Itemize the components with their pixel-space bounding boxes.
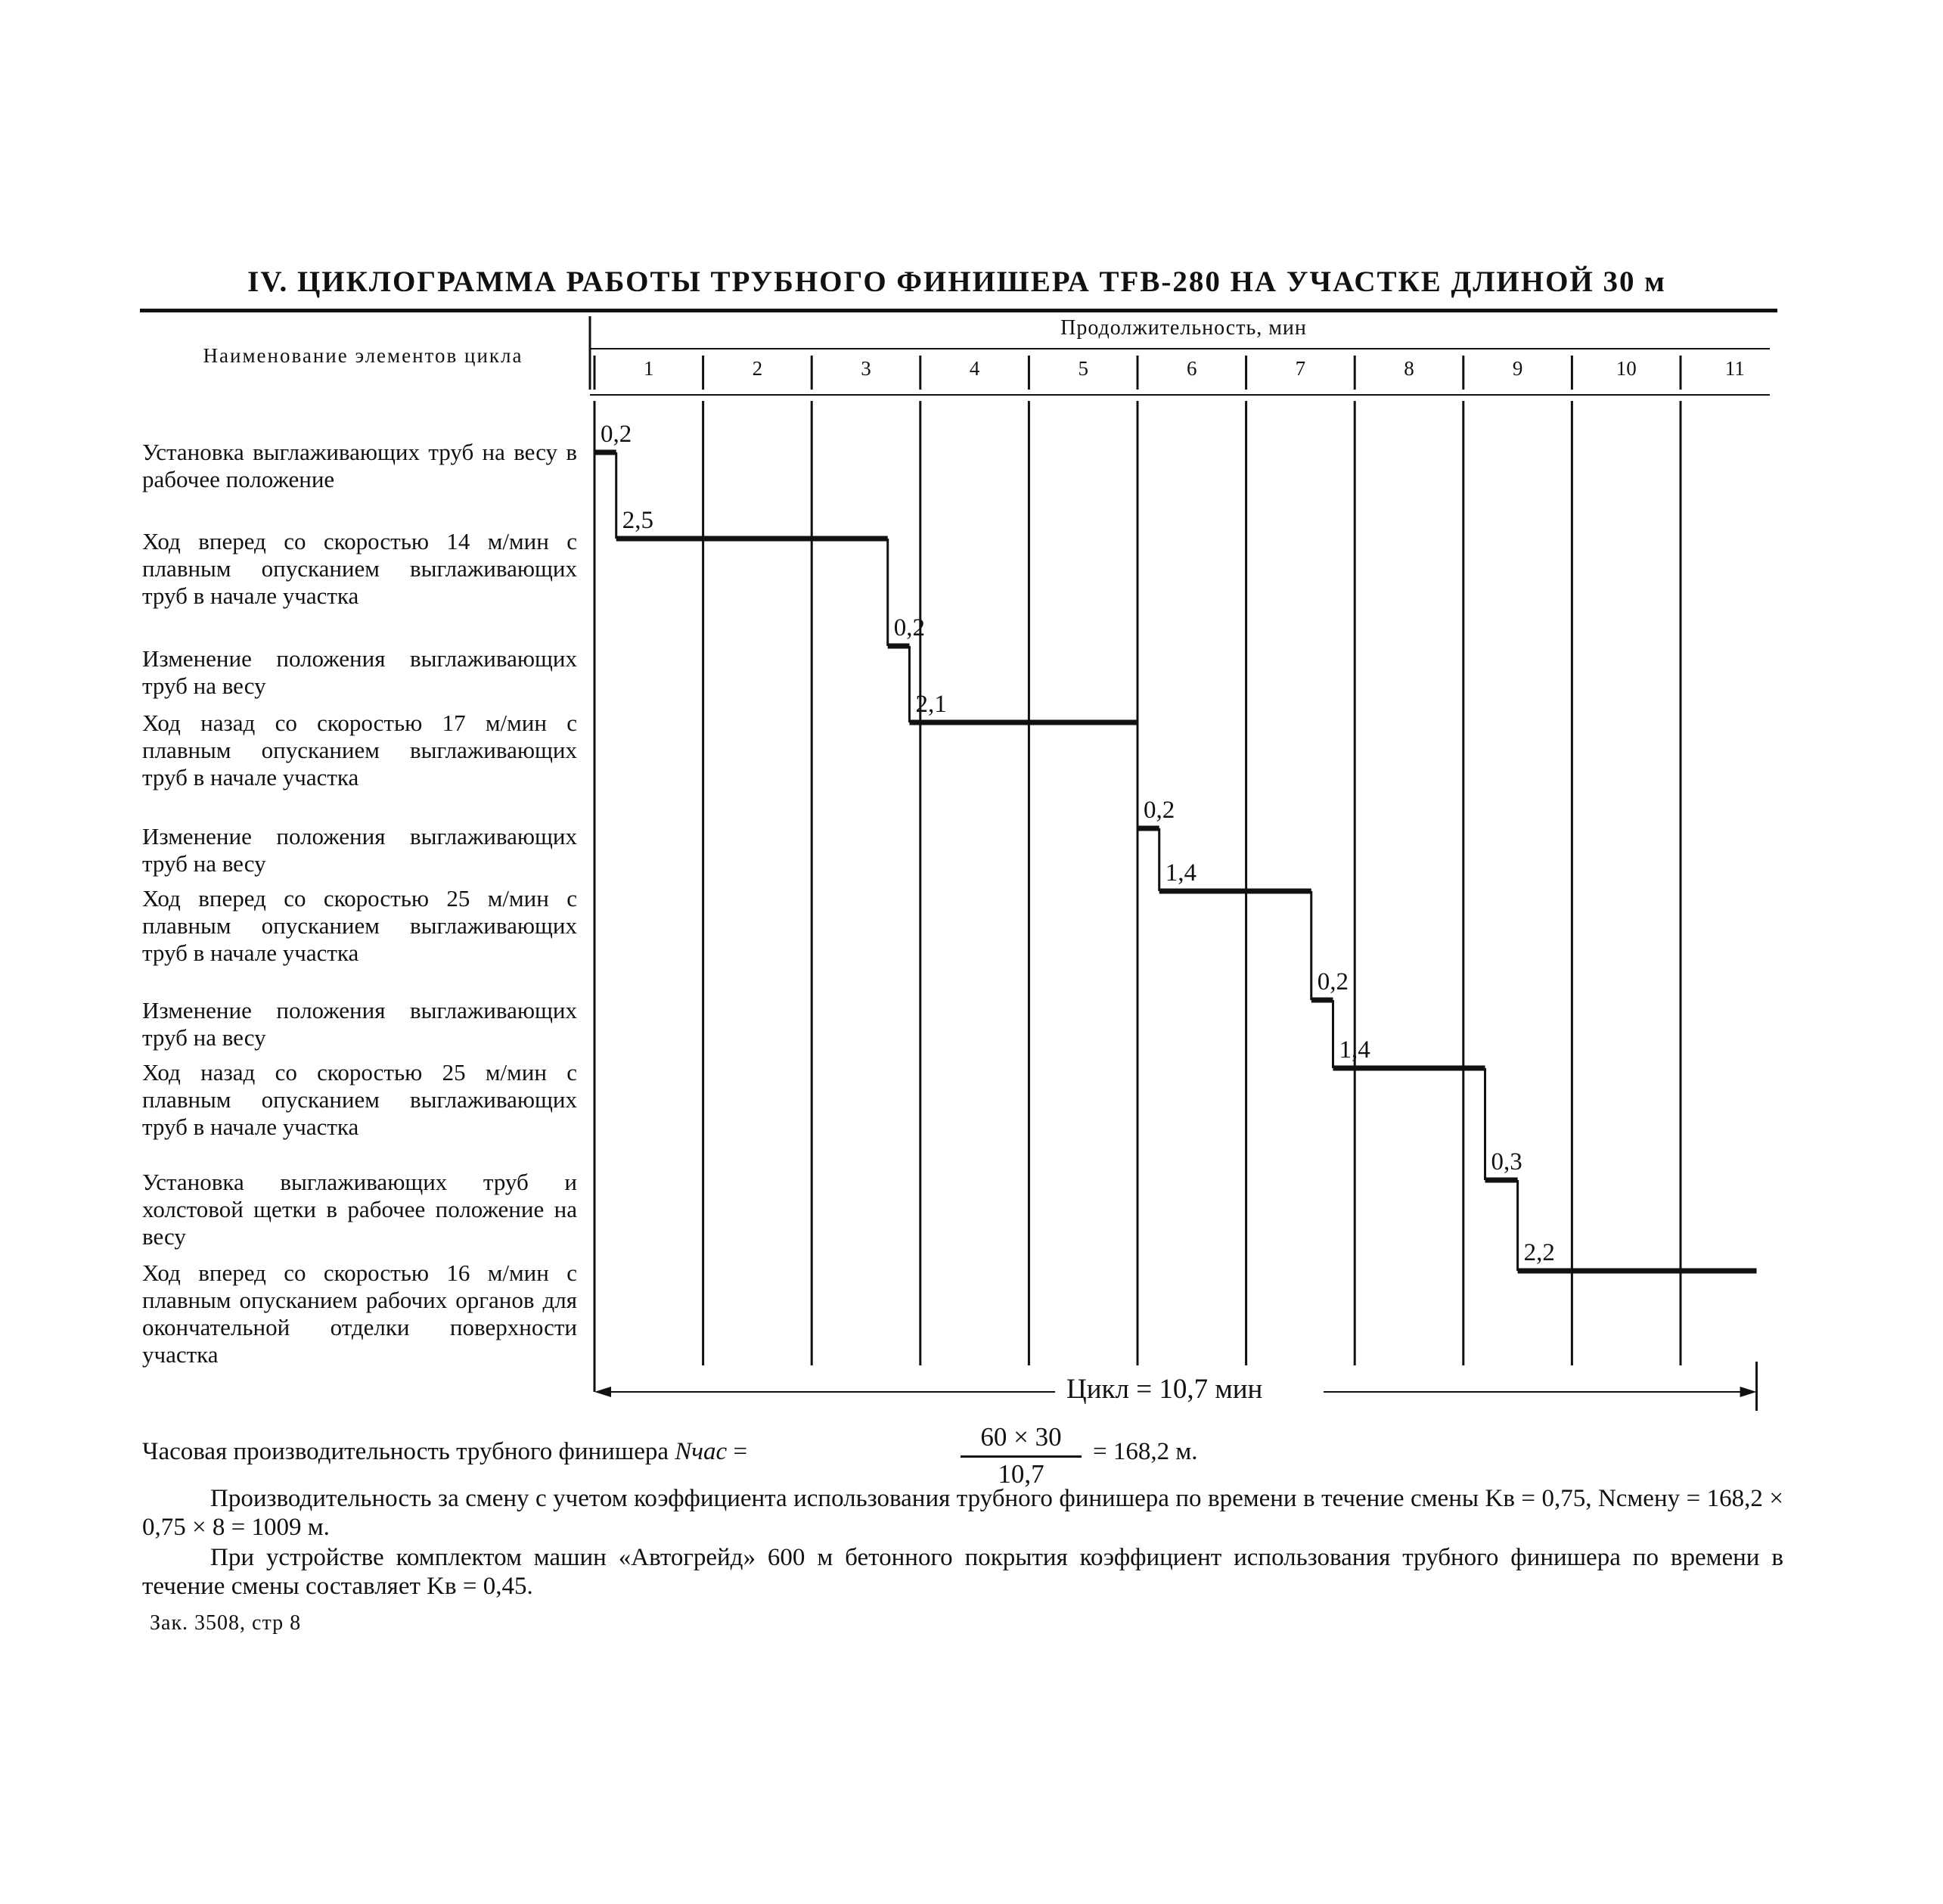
hourly-prefix: Часовая производительность трубного финишера bbox=[142, 1438, 669, 1465]
footer-order-number: Зак. 3508, стр 8 bbox=[150, 1611, 302, 1635]
cycle-element-10: Ход вперед со скоростью 16 м/мин с плавным опусканием рабочих органов для окончательной отделки поверхности участка bbox=[142, 1259, 577, 1368]
bar-label-8: 1,4 bbox=[1339, 1036, 1370, 1064]
minute-label-11: 11 bbox=[1724, 357, 1745, 380]
minute-label-10: 10 bbox=[1616, 357, 1637, 380]
hourly-result: = 168,2 м. bbox=[1093, 1438, 1198, 1465]
cycle-element-9: Установка выглаживающих труб и холстовой щетки в рабочее положение на весу bbox=[142, 1169, 577, 1250]
cycle-element-6: Ход вперед со скоростью 25 м/мин с плавным опусканием выглаживающих труб в начале участка bbox=[142, 885, 577, 966]
cycle-element-3: Изменение положения выглаживающих труб на весу bbox=[142, 645, 577, 699]
cycle-label: Цикл = 10,7 мин bbox=[1066, 1374, 1263, 1405]
minute-label-8: 8 bbox=[1404, 357, 1414, 380]
minute-label-7: 7 bbox=[1295, 357, 1306, 380]
minute-label-9: 9 bbox=[1512, 357, 1523, 380]
fraction-denominator: 10,7 bbox=[998, 1459, 1044, 1489]
bar-label-3: 0,2 bbox=[893, 614, 925, 641]
minute-label-5: 5 bbox=[1078, 357, 1088, 380]
bar-label-9: 0,3 bbox=[1491, 1148, 1522, 1176]
hourly-productivity-text: Часовая производительность трубного финишера Nчас = bbox=[142, 1438, 748, 1465]
bar-label-1: 0,2 bbox=[601, 421, 632, 448]
cycle-element-7: Изменение положения выглаживающих труб на весу bbox=[142, 997, 577, 1051]
cycle-arrowhead-left bbox=[594, 1387, 611, 1397]
cycle-element-4: Ход назад со скоростью 17 м/мин с плавным опусканием выглаживающих труб в начале участка bbox=[142, 710, 577, 790]
shift-productivity-text: Производительность за смену с учетом коэффициента использования трубного финишера по времени в течение смены Kв = 0,75, Nсмену = 168,2 × 0,75 × 8 = 1009 м. bbox=[142, 1485, 1783, 1541]
hourly-symbol: Nчас bbox=[675, 1438, 728, 1465]
bar-label-7: 0,2 bbox=[1317, 968, 1349, 995]
column-header-elements: Наименование элементов цикла bbox=[203, 344, 523, 367]
column-header-duration: Продолжительность, мин bbox=[1060, 316, 1307, 340]
autograde-text: При устройстве комплектом машин «Автогрейд» 600 м бетонного покрытия коэффициент использования трубного финишера по времени в течение смены составляет Kв = 0,45. bbox=[142, 1544, 1783, 1600]
cycle-arrowhead-right bbox=[1740, 1387, 1757, 1397]
bar-label-10: 2,2 bbox=[1523, 1239, 1555, 1266]
bar-label-2: 2,5 bbox=[622, 507, 653, 534]
fraction-numerator: 60 × 30 bbox=[961, 1422, 1082, 1458]
cycle-element-5: Изменение положения выглаживающих труб на весу bbox=[142, 823, 577, 877]
cycle-element-1: Установка выглаживающих труб на весу в рабочее положение bbox=[142, 439, 577, 492]
minute-label-2: 2 bbox=[752, 357, 763, 380]
bar-label-5: 0,2 bbox=[1144, 797, 1175, 824]
bar-label-4: 2,1 bbox=[915, 691, 947, 718]
minute-label-3: 3 bbox=[861, 357, 871, 380]
bar-label-6: 1,4 bbox=[1165, 859, 1197, 887]
minute-label-1: 1 bbox=[644, 357, 654, 380]
cycle-element-2: Ход вперед со скоростью 14 м/мин с плавным опусканием выглаживающих труб в начале участка bbox=[142, 528, 577, 609]
minute-label-4: 4 bbox=[969, 357, 980, 380]
hourly-fraction bbox=[961, 1422, 1082, 1489]
page-title: IV. ЦИКЛОГРАММА РАБОТЫ ТРУБНОГО ФИНИШЕРА TFB-280 НА УЧАСТКЕ ДЛИНОЙ 30 м bbox=[247, 266, 1666, 298]
cycle-element-8: Ход назад со скоростью 25 м/мин с плавным опусканием выглаживающих труб в начале участка bbox=[142, 1059, 577, 1140]
minute-label-6: 6 bbox=[1187, 357, 1197, 380]
